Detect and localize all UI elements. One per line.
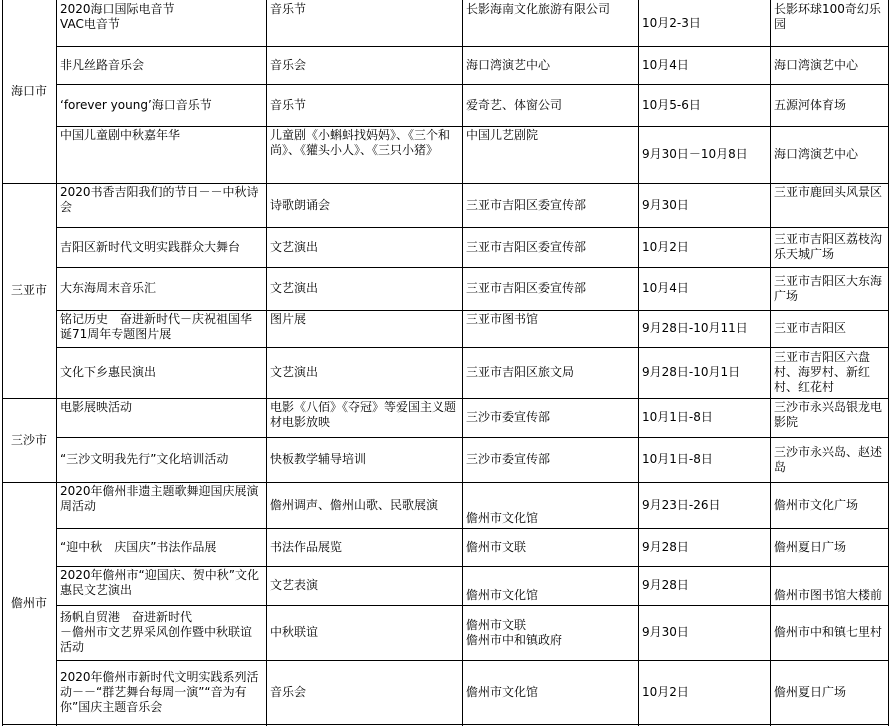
event-venue-cell xyxy=(770,46,888,84)
event-type: 音乐会 xyxy=(270,57,307,72)
event-venue-cell xyxy=(770,566,888,605)
event-date: 10月2日 xyxy=(642,239,689,254)
event-name-cell xyxy=(56,227,266,267)
event-date: 10月4日 xyxy=(642,57,689,72)
event-venue: 儋州市图书馆大楼前 xyxy=(774,588,883,602)
event-organizer: 儋州市文化馆 xyxy=(466,511,539,525)
event-venue: 三沙市永兴岛、赵述岛 xyxy=(774,444,883,474)
event-name: “三沙文明我先行”文化培训活动 xyxy=(60,452,229,466)
event-name-cell xyxy=(56,437,266,482)
event-organizer-cell xyxy=(462,84,638,126)
event-organizer: 三沙市委宣传部 xyxy=(466,410,551,424)
event-venue: 三亚市吉阳区荔枝沟乐天城广场 xyxy=(774,232,883,261)
event-type-cell xyxy=(266,84,462,126)
event-date: 9月28日-10月11日 xyxy=(642,321,748,335)
event-name-cell xyxy=(56,46,266,84)
event-name: 2020海口国际电音节 VAC电音节 xyxy=(60,2,175,31)
grid-line-v xyxy=(2,0,3,726)
event-date: 9月28日-10月1日 xyxy=(642,365,741,379)
grid-line-h xyxy=(2,183,889,184)
event-type-cell xyxy=(266,0,462,46)
grid-line-v xyxy=(770,0,771,726)
event-type-cell xyxy=(266,310,462,347)
event-venue: 长影环球100奇幻乐园 xyxy=(774,2,881,31)
event-organizer-cell xyxy=(462,347,638,398)
event-date-cell xyxy=(638,183,770,227)
event-type: 儿童剧《小蝌蚪找妈妈》、《三个和尚》、《獾头小人》、《三只小猪》 xyxy=(270,128,451,157)
event-name: 电影展映活动 xyxy=(60,400,133,414)
event-name: 铭记历史 奋进新时代－庆祝祖国华诞71周年专题图片展 xyxy=(60,312,253,341)
event-venue: 儋州市中和镇七里村 xyxy=(774,625,883,639)
event-name: ‘forever young’海口音乐节 xyxy=(60,97,212,112)
event-venue-cell xyxy=(770,183,888,227)
event-organizer: 海口湾演艺中心 xyxy=(466,57,551,72)
event-organizer: 三亚市吉阳区旅文局 xyxy=(466,365,575,379)
event-organizer-cell xyxy=(462,0,638,46)
event-venue: 儋州夏日广场 xyxy=(774,684,847,699)
city-cell xyxy=(2,482,56,724)
grid-line-h xyxy=(56,84,889,85)
event-venue-cell xyxy=(770,482,888,528)
event-venue-cell xyxy=(770,84,888,126)
event-name: 扬帆自贸港 奋进新时代 －儋州市文艺界采风创作暨中秋联谊活动 xyxy=(60,610,253,654)
event-date: 9月23日-26日 xyxy=(642,497,721,512)
event-venue-cell xyxy=(770,398,888,437)
grid-line-h xyxy=(2,482,889,483)
event-organizer-cell xyxy=(462,267,638,310)
event-organizer-cell xyxy=(462,482,638,528)
event-organizer: 三亚市吉阳区委宣传部 xyxy=(466,197,587,212)
grid-line-h xyxy=(56,347,889,348)
event-venue-cell xyxy=(770,126,888,183)
event-date: 9月30日－10月8日 xyxy=(642,147,748,161)
event-date: 9月28日 xyxy=(642,539,689,554)
event-name: 大东海周末音乐汇 xyxy=(60,281,157,295)
event-organizer: 儋州市文化馆 xyxy=(466,588,539,602)
event-date: 10月5-6日 xyxy=(642,97,701,112)
event-type-cell xyxy=(266,528,462,566)
event-type: 文艺演出 xyxy=(270,239,319,254)
event-venue: 儋州夏日广场 xyxy=(774,539,847,554)
event-organizer: 三亚市图书馆 xyxy=(466,312,539,326)
city-label: 三沙市 xyxy=(10,432,47,447)
grid-line-h xyxy=(56,605,889,606)
event-type-cell xyxy=(266,46,462,84)
event-type-cell xyxy=(266,126,462,183)
event-organizer: 儋州市文联 儋州市中和镇政府 xyxy=(466,617,563,647)
event-type-cell xyxy=(266,267,462,310)
event-date-cell xyxy=(638,0,770,46)
grid-line-h xyxy=(2,724,889,725)
grid-line-v xyxy=(266,0,267,726)
event-type: 电影《八佰》《夺冠》等爱国主义题材电影放映 xyxy=(270,400,457,429)
event-type-cell xyxy=(266,398,462,437)
event-date-cell xyxy=(638,267,770,310)
event-organizer: 三沙市委宣传部 xyxy=(466,452,551,466)
event-type: 书法作品展览 xyxy=(270,539,343,554)
event-organizer-cell xyxy=(462,183,638,227)
grid-line-v xyxy=(56,0,57,726)
event-date-cell xyxy=(638,227,770,267)
event-name: 中国儿童剧中秋嘉年华 xyxy=(60,128,181,142)
event-type-cell xyxy=(266,183,462,227)
event-date: 9月30日 xyxy=(642,197,689,212)
event-date-cell xyxy=(638,347,770,398)
event-organizer-cell xyxy=(462,126,638,183)
event-name-cell xyxy=(56,310,266,347)
event-venue: 三亚市吉阳区 xyxy=(774,321,847,335)
event-name-cell xyxy=(56,660,266,724)
event-type-cell xyxy=(266,660,462,724)
event-name-cell xyxy=(56,566,266,605)
event-type-cell xyxy=(266,566,462,605)
event-venue-cell xyxy=(770,310,888,347)
event-venue-cell xyxy=(770,347,888,398)
event-organizer: 爱奇艺、体窗公司 xyxy=(466,97,563,112)
event-name: 吉阳区新时代文明实践群众大舞台 xyxy=(60,239,241,254)
event-type: 图片展 xyxy=(270,312,307,326)
event-venue: 三亚市吉阳区大东海广场 xyxy=(774,273,883,303)
event-organizer-cell xyxy=(462,566,638,605)
grid-line-h xyxy=(56,126,889,127)
event-organizer-cell xyxy=(462,437,638,482)
event-organizer-cell xyxy=(462,227,638,267)
event-organizer: 中国儿艺剧院 xyxy=(466,128,539,142)
event-organizer: 儋州市文化馆 xyxy=(466,684,539,699)
event-date-cell xyxy=(638,528,770,566)
event-venue: 三亚市吉阳区六盘村、海罗村、新红村、红花村 xyxy=(774,350,871,394)
event-venue-cell xyxy=(770,660,888,724)
city-cell xyxy=(2,183,56,398)
event-venue: 儋州市文化广场 xyxy=(774,497,859,512)
event-venue: 三沙市永兴岛银龙电影院 xyxy=(774,400,883,429)
event-name-cell xyxy=(56,482,266,528)
event-type: 文艺演出 xyxy=(270,365,319,379)
event-name: 2020年儋州市新时代文明实践系列活动－－“群艺舞台每周一演”“音为有你”国庆主题音乐会 xyxy=(60,669,259,714)
city-label: 三亚市 xyxy=(10,283,47,297)
event-date-cell xyxy=(638,482,770,528)
event-date-cell xyxy=(638,660,770,724)
event-venue: 海口湾演艺中心 xyxy=(774,147,859,161)
city-label: 儋州市 xyxy=(10,595,47,610)
event-name: 非凡丝路音乐会 xyxy=(60,57,145,72)
event-venue: 五源河体育场 xyxy=(774,97,847,112)
event-name-cell xyxy=(56,126,266,183)
grid-line-h xyxy=(56,267,889,268)
event-date: 10月2日 xyxy=(642,684,689,699)
event-type: 音乐会 xyxy=(270,684,307,699)
grid-line-h xyxy=(2,398,889,399)
event-organizer-cell xyxy=(462,46,638,84)
event-venue-cell xyxy=(770,437,888,482)
event-organizer-cell xyxy=(462,398,638,437)
event-date: 10月1日-8日 xyxy=(642,410,713,424)
event-name-cell xyxy=(56,267,266,310)
event-type-cell xyxy=(266,437,462,482)
event-date-cell xyxy=(638,310,770,347)
event-date-cell xyxy=(638,46,770,84)
event-name: 2020年儋州非遗主题歌舞迎国庆展演周活动 xyxy=(60,484,259,513)
grid-line-h xyxy=(56,227,889,228)
grid-line-h xyxy=(56,528,889,529)
event-organizer-cell xyxy=(462,605,638,660)
event-name-cell xyxy=(56,605,266,660)
event-date: 10月1日-8日 xyxy=(642,452,713,466)
event-name-cell xyxy=(56,0,266,46)
grid-line-v xyxy=(462,0,463,726)
event-name-cell xyxy=(56,398,266,437)
city-cell xyxy=(2,398,56,482)
event-organizer-cell xyxy=(462,660,638,724)
event-venue-cell xyxy=(770,0,888,46)
grid-line-h xyxy=(56,437,889,438)
event-name-cell xyxy=(56,84,266,126)
event-date: 10月4日 xyxy=(642,281,689,295)
event-organizer: 儋州市文联 xyxy=(466,539,527,554)
event-organizer-cell xyxy=(462,310,638,347)
grid-line-h xyxy=(56,660,889,661)
event-date: 9月28日 xyxy=(642,578,689,592)
event-venue: 海口湾演艺中心 xyxy=(774,57,859,72)
event-date-cell xyxy=(638,398,770,437)
event-organizer: 长影海南文化旅游有限公司 xyxy=(466,2,611,16)
event-name-cell xyxy=(56,528,266,566)
grid-line-v xyxy=(638,0,639,726)
grid-line-h xyxy=(56,46,889,47)
event-type: 音乐节 xyxy=(270,97,307,112)
event-name-cell xyxy=(56,347,266,398)
event-date-cell xyxy=(638,84,770,126)
event-venue-cell xyxy=(770,605,888,660)
event-type: 诗歌朗诵会 xyxy=(270,197,331,212)
event-venue-cell xyxy=(770,267,888,310)
event-name: “迎中秋 庆国庆”书法作品展 xyxy=(60,539,217,554)
event-type: 中秋联谊 xyxy=(270,625,319,639)
event-type-cell xyxy=(266,605,462,660)
event-venue-cell xyxy=(770,528,888,566)
event-name: 2020年儋州市“迎国庆、贺中秋”文化惠民文艺演出 xyxy=(60,568,259,597)
event-name: 文化下乡惠民演出 xyxy=(60,365,157,379)
event-organizer: 三亚市吉阳区委宣传部 xyxy=(466,281,587,295)
event-date: 9月30日 xyxy=(642,625,689,639)
event-type: 快板教学辅导培训 xyxy=(270,452,367,466)
grid-line-h xyxy=(56,566,889,567)
event-type-cell xyxy=(266,347,462,398)
event-name: 2020书香吉阳我们的节日－－中秋诗会 xyxy=(60,185,259,214)
city-label: 海口市 xyxy=(10,84,47,98)
event-type: 音乐节 xyxy=(270,2,307,16)
event-type: 文艺表演 xyxy=(270,578,319,592)
event-organizer: 三亚市吉阳区委宣传部 xyxy=(466,239,587,254)
grid-line-h xyxy=(56,310,889,311)
event-date-cell xyxy=(638,605,770,660)
event-date: 10月2-3日 xyxy=(642,15,701,30)
event-date-cell xyxy=(638,126,770,183)
event-date-cell xyxy=(638,437,770,482)
event-venue: 三亚市鹿回头风景区 xyxy=(774,185,883,199)
event-type-cell xyxy=(266,227,462,267)
event-type-cell xyxy=(266,482,462,528)
event-venue-cell xyxy=(770,227,888,267)
event-type: 儋州调声、儋州山歌、民歌展演 xyxy=(270,497,439,512)
event-name-cell xyxy=(56,183,266,227)
event-type: 文艺演出 xyxy=(270,281,319,295)
event-date-cell xyxy=(638,566,770,605)
city-cell xyxy=(2,0,56,183)
event-organizer-cell xyxy=(462,528,638,566)
